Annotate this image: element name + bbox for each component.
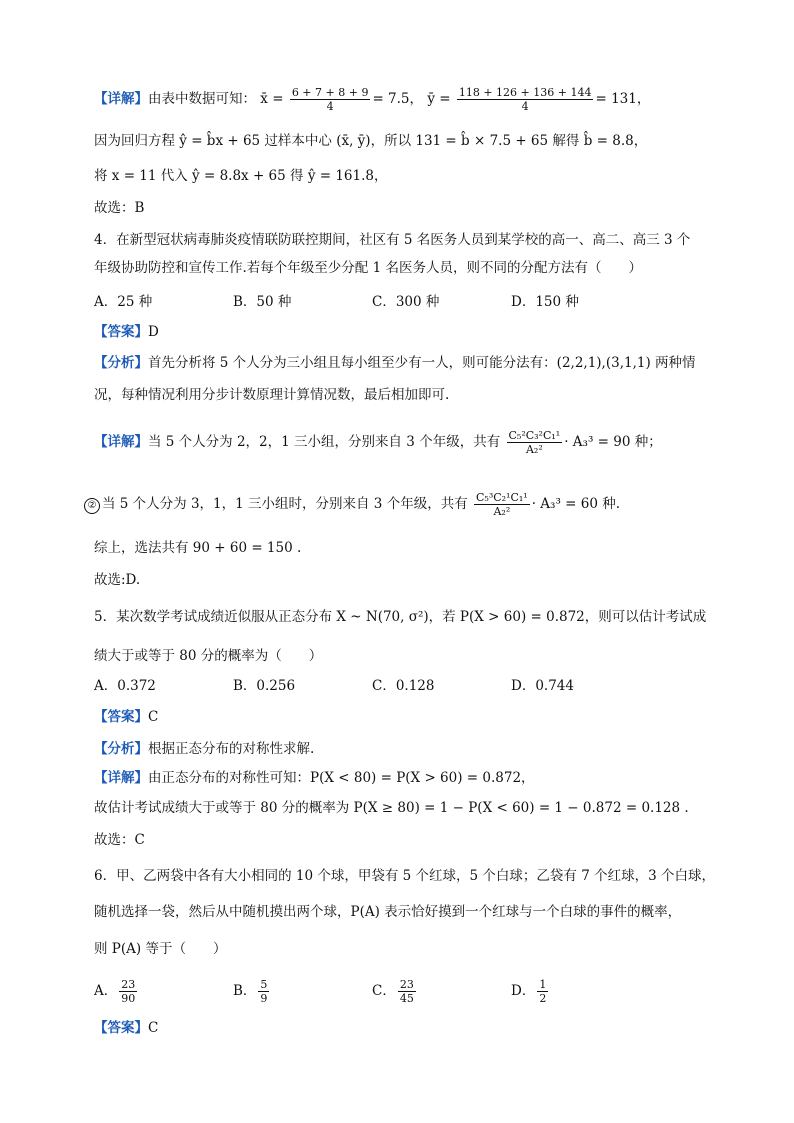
q6-stem-line-2: 随机选择一袋，然后从中随机摸出两个球，P(A) 表示恰好摸到一个红球与一个白球的事件的概率， [94, 904, 682, 920]
q6-stem-line-3: 则 P(A) 等于（ ） [94, 941, 227, 957]
q5-option-c: C．0.128 [372, 678, 435, 694]
q4-answer: D [148, 324, 159, 340]
option-fraction [398, 978, 416, 1005]
fraction-numerator: 23 [121, 978, 136, 991]
fraction-denominator: 90 [121, 992, 136, 1005]
detail-line-2: 因为回归方程 ŷ = b̂x + 65 过样本中心 (x̄, ȳ)，所以 131 = b̂ × 7.5 + 65 解得 b̂ = 8.8， [94, 133, 648, 149]
detail-line-1 [94, 86, 650, 113]
mean-x-value: = 7.5， [372, 91, 424, 107]
fraction-numerator: C₅²C₃²C₁¹ [508, 429, 561, 442]
fraction-denominator: 4 [326, 100, 334, 113]
option-letter: A． [94, 983, 118, 999]
fraction-denominator: 45 [399, 992, 414, 1005]
option-letter: D． [511, 983, 536, 999]
q4-stem-line-2: 年级协助防控和宣传工作.若每个年级至少分配 1 名医务人员，则不同的分配方法有（ ） [94, 260, 642, 276]
q6-answer-line [94, 1018, 158, 1038]
q4-analysis-line-1 [94, 353, 696, 373]
fraction-numerator: 5 [260, 978, 268, 991]
option-letter: C． [372, 983, 396, 999]
option-fraction [119, 978, 137, 1005]
choose-line: 故选：B [94, 200, 145, 216]
fraction-numerator: C₅³C₂¹C₁¹ [476, 491, 528, 504]
q4-sum-line: 综上，选法共有 90 + 60 = 150 . [94, 540, 302, 556]
detail-result: · A₃³ = 90 种； [564, 434, 662, 450]
q5-detail-line-2: 故估计考试成绩大于或等于 80 分的概率为 P(X ≥ 80) = 1 − P(X < 60) = 1 − 0.872 = 0.128 . [94, 800, 689, 816]
q5-answer-line [94, 707, 158, 727]
q4-stem-line-1: 4．在新型冠状病毒肺炎疫情联防联控期间，社区有 5 名医务人员到某学校的高一、高二、高三 3 个 [94, 232, 691, 248]
detail-text: 当 5 个人分为 2，2，1 三小组，分别来自 3 个年级，共有 [148, 434, 501, 450]
analysis-text: 首先分析将 5 个人分为三小组且每小组至少有一人，则可能分法有：(2,2,1),(3,1,1) 两种情 [148, 355, 696, 371]
fraction-numerator: 23 [399, 978, 414, 991]
q4-analysis-line-2: 况，每种情况利用分步计数原理计算情况数，最后相加即可. [94, 387, 450, 403]
q6-option-b [233, 978, 271, 1005]
mean-x-label: x̄ = [260, 91, 284, 107]
detail-result: · A₃³ = 60 种. [531, 496, 621, 512]
fraction-denominator: 9 [260, 992, 268, 1005]
detail-text: 由表中数据可知： [148, 91, 256, 107]
detail-tag: 【详解】 [94, 434, 148, 450]
detail-tag: 【详解】 [94, 770, 148, 786]
q4-detail-line-1 [94, 429, 662, 456]
analysis-tag: 【分析】 [94, 355, 148, 371]
mean-y-value: = 131， [595, 91, 651, 107]
q4-detail-line-2 [84, 491, 620, 518]
mean-y-label: ȳ = [427, 91, 451, 107]
q4-option-d: D．150 种 [511, 294, 579, 310]
circled-number-2: ② [84, 498, 100, 514]
answer-tag: 【答案】 [94, 709, 148, 725]
option-fraction [258, 978, 269, 1005]
combination-fraction-2 [474, 491, 530, 518]
q4-option-a: A．25 种 [94, 294, 153, 310]
q4-option-b: B．50 种 [233, 294, 292, 310]
analysis-tag: 【分析】 [94, 741, 148, 757]
answer-tag: 【答案】 [94, 1020, 148, 1036]
q4-answer-line [94, 322, 159, 342]
fraction-numerator: 6 + 7 + 8 + 9 [291, 86, 369, 99]
q6-option-a [94, 978, 139, 1005]
q5-option-d: D．0.744 [511, 678, 574, 694]
detail-text: 由正态分布的对称性可知：P(X < 80) = P(X > 60) = 0.872， [148, 770, 535, 786]
q5-stem-line-1: 5．某次数学考试成绩近似服从正态分布 X ~ N(70, σ²)，若 P(X > 60) = 0.872，则可以估计考试成 [94, 609, 707, 625]
mean-x-fraction [290, 86, 371, 113]
answer-tag: 【答案】 [94, 324, 148, 340]
q4-option-c: C．300 种 [372, 294, 440, 310]
fraction-denominator: 2 [539, 992, 547, 1005]
q4-choose-line: 故选:D. [94, 572, 141, 588]
q5-analysis-line [94, 739, 314, 759]
mean-y-fraction [457, 86, 594, 113]
q6-stem-line-1: 6．甲、乙两袋中各有大小相同的 10 个球，甲袋有 5 个红球，5 个白球；乙袋有 7 个红球，3 个白球， [94, 868, 715, 884]
q5-choose-line: 故选：C [94, 832, 145, 848]
q6-option-d [511, 978, 550, 1005]
fraction-numerator: 1 [539, 978, 547, 991]
fraction-numerator: 118 + 126 + 136 + 144 [458, 86, 592, 99]
option-fraction [537, 978, 548, 1005]
q6-answer: C [148, 1020, 159, 1036]
fraction-denominator: 4 [521, 100, 529, 113]
fraction-denominator: A₂² [525, 443, 543, 456]
combination-fraction-1 [507, 429, 563, 456]
q5-stem-line-2: 绩大于或等于 80 分的概率为（ ） [94, 648, 323, 664]
q5-option-b: B．0.256 [233, 678, 296, 694]
analysis-text: 根据正态分布的对称性求解. [148, 741, 315, 757]
q6-option-c [372, 978, 418, 1005]
detail-text: 当 5 个人分为 3，1，1 三小组时，分别来自 3 个年级，共有 [102, 496, 468, 512]
fraction-denominator: A₂² [493, 505, 511, 518]
q5-detail-line-1 [94, 768, 535, 788]
detail-tag: 【详解】 [94, 91, 148, 107]
q5-answer: C [148, 709, 159, 725]
option-letter: B． [233, 983, 257, 999]
q5-option-a: A．0.372 [94, 678, 156, 694]
detail-line-3: 将 x = 11 代入 ŷ = 8.8x + 65 得 ŷ = 161.8， [94, 168, 388, 184]
